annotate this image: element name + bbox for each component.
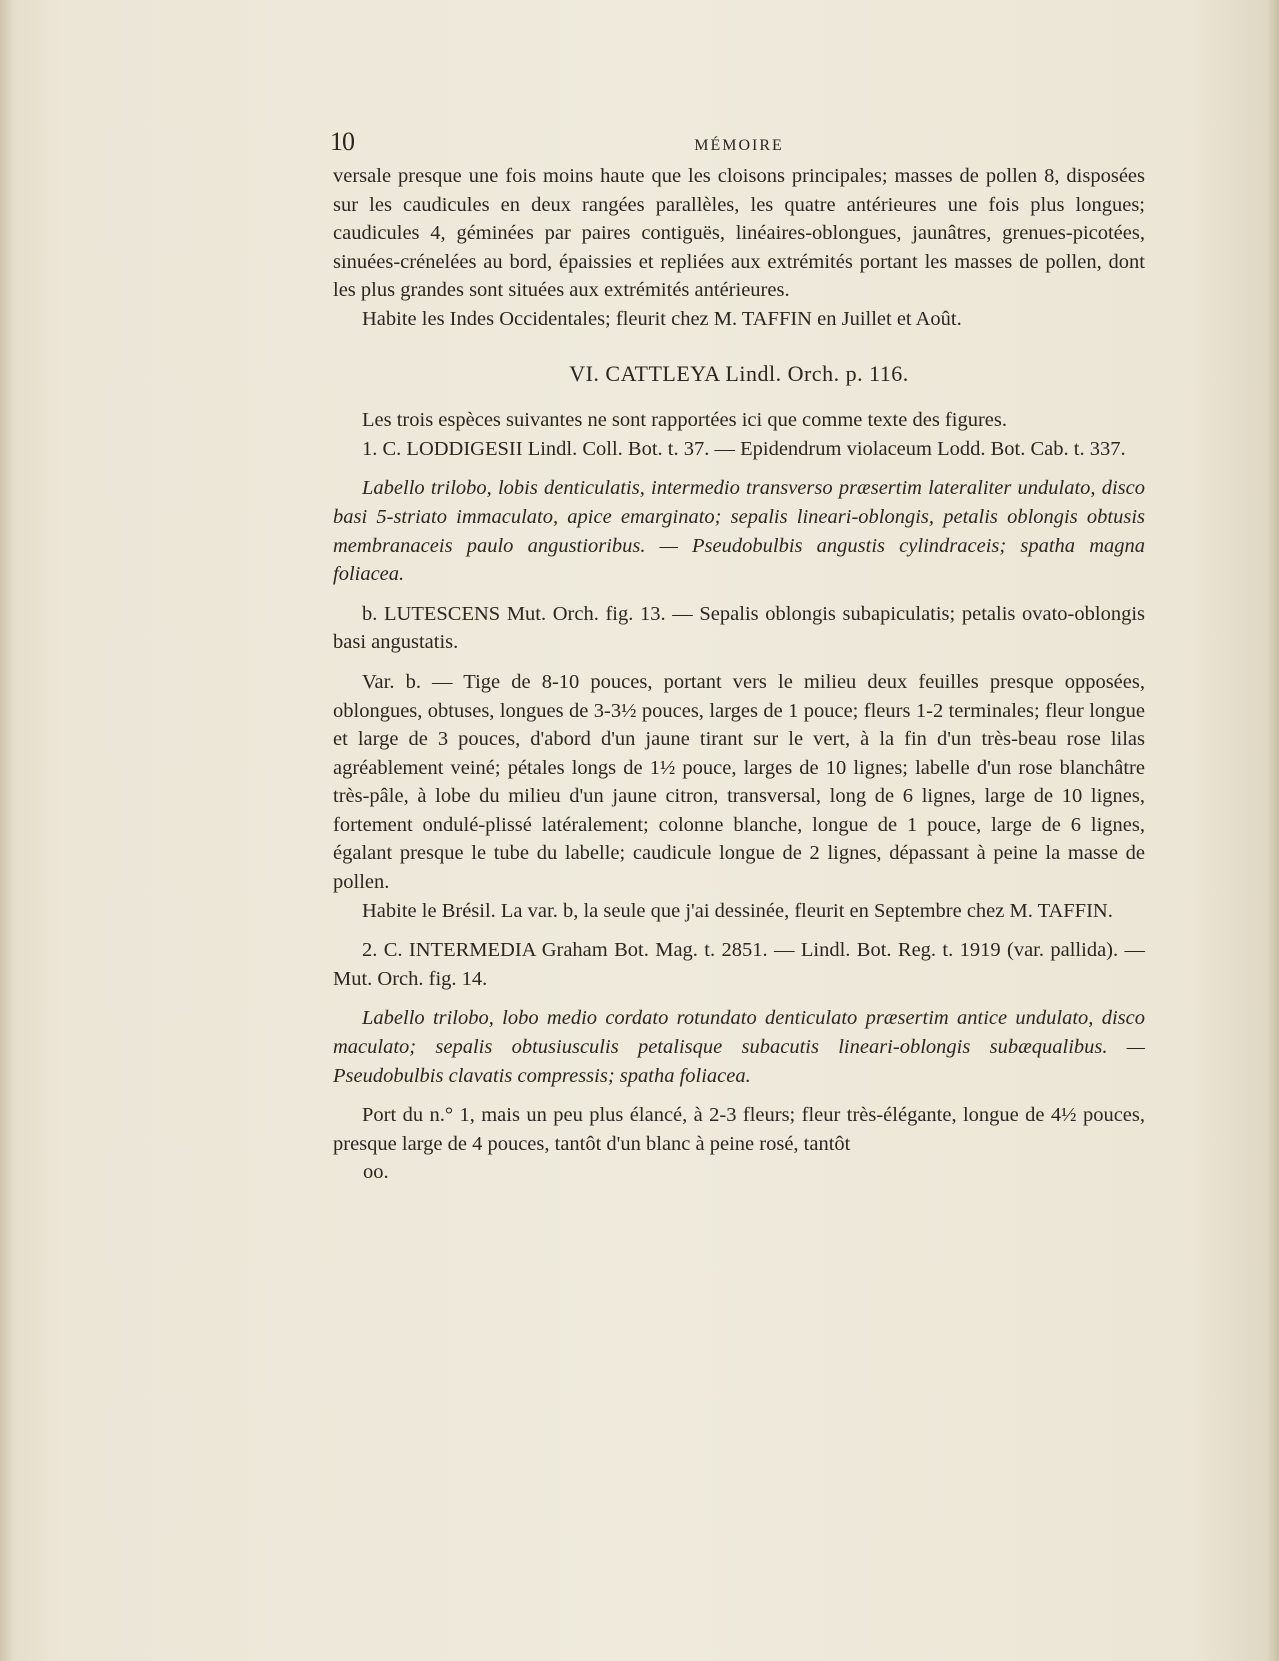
spacer bbox=[333, 925, 1145, 936]
text-block bbox=[330, 127, 1145, 1187]
description-paragraph: Port du n.° 1, mais un peu plus élancé, à 2-3 fleurs; fleur très-élégante, longue de 4½ pouces, presque large de 4 pouces, tantôt d'un blanc à peine rosé, tantôt bbox=[333, 1104, 1145, 1155]
habitat-paragraph: Habite le Brésil. La var. b, la seule que j'ai dessinée, fleurit en Septembre chez M. TAFFIN. bbox=[362, 899, 1113, 922]
catchword: oo. bbox=[363, 1161, 389, 1184]
paragraph: versale presque une fois moins haute que les cloisons principales; masses de pollen 8, disposées sur les caudicules en deux rangées parallèles, les quatre antérieures une fois plus longues; caudicules 4, géminées par paires contiguës, linéaires-oblongues, jaunâtres, grenues-picotées, sinuées-crénelées au bord, épaissies et repliées aux extrémités portant les masses de pollen, dont les plus grandes sont situées aux extrémités antérieures. bbox=[333, 165, 1145, 302]
section-heading: VI. CATTLEYA Lindl. Orch. p. 116. bbox=[569, 360, 909, 386]
paragraph: Les trois espèces suivantes ne sont rapportées ici que comme texte des figures. bbox=[362, 409, 1007, 432]
description-paragraph: Var. b. — Tige de 8-10 pouces, portant vers le milieu deux feuilles presque opposées, oblongues, obtuses, longues de 3-3½ pouces, larges de 1 pouce; fleurs 1-2 terminales; fleur longue et large de 3 pouces, d'abord d'un jaune tirant sur le vert, à la fin d'un très-beau rose lilas agréablement veiné; pétales longs de 1½ pouce, larges de 10 lignes; labelle d'un rose blanchâtre très-pâle, à lobe du milieu d'un jaune citron, transversal, long de 6 lignes, large de 10 lignes, fortement ondulé-plissé latéralement; colonne blanche, longue de 1 pouce, large de 6 lignes, égalant presque le tube du labelle; caudicule longue de 2 lignes, dépassant à peine la masse de pollen. bbox=[333, 670, 1145, 894]
spacer bbox=[333, 657, 1145, 668]
species-entry: 1. C. LODDIGESII Lindl. Coll. Bot. t. 37. — Epidendrum violaceum Lodd. Bot. Cab. t. 337. bbox=[362, 437, 1126, 460]
page-edge-left bbox=[0, 0, 14, 1661]
spacer bbox=[333, 1090, 1145, 1101]
latin-diagnosis: Labello trilobo, lobo medio cordato rotundato denticulato præsertim antice undulato, disco maculato; sepalis obtusiusculis petalisque subacutis lineari-oblongis subæqualibus. — Pseudobulbis clavatis compressis; spatha foliacea. bbox=[333, 1007, 1145, 1087]
latin-diagnosis: Labello trilobo, lobis denticulatis, intermedio transverso præsertim lateraliter undulato, disco basi 5-striato immaculato, apice emarginato; sepalis lineari-oblongis, petalis oblongis obtusis membranaceis paulo angustioribus. — Pseudobulbis angustis cylindraceis; spatha magna foliacea. bbox=[333, 477, 1145, 586]
page-edge-right bbox=[1267, 0, 1279, 1661]
species-entry: 2. C. INTERMEDIA Graham Bot. Mag. t. 2851. — Lindl. Bot. Reg. t. 1919 (var. pallida). — Mut. Orch. fig. 14. bbox=[333, 939, 1145, 990]
paragraph: Habite les Indes Occidentales; fleurit chez M. TAFFIN en Juillet et Août. bbox=[362, 307, 962, 330]
folio-number: 10 bbox=[330, 127, 354, 156]
running-title: MÉMOIRE bbox=[694, 137, 784, 154]
variety-entry: b. LUTESCENS Mut. Orch. fig. 13. — Sepalis oblongis subapiculatis; petalis ovato-oblongis basi angustatis. bbox=[333, 602, 1145, 654]
spacer bbox=[333, 589, 1145, 600]
page-header bbox=[330, 127, 1145, 162]
spacer bbox=[333, 463, 1145, 474]
spacer bbox=[333, 993, 1145, 1004]
